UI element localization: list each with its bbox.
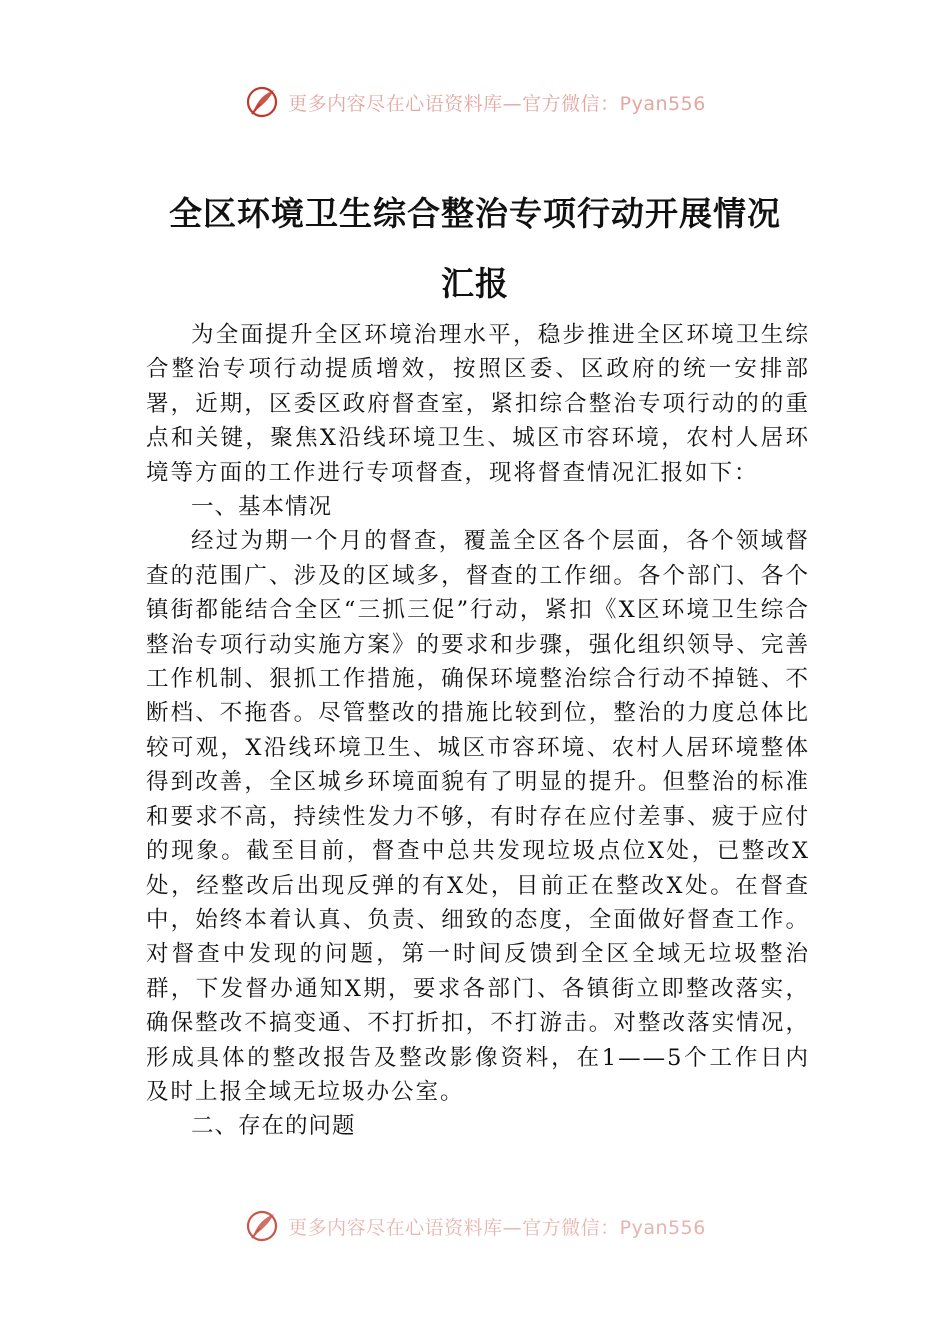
section-heading-basic-situation: 一、基本情况 (191, 494, 333, 521)
document-title-continuation: 汇报 (441, 264, 509, 303)
feather-logo-icon (244, 1208, 280, 1244)
intro-paragraph: 为全面提升全区环境治理水平，稳步推进全区环境卫生综合整治专项行动提质增效，按照区委、区政府的统一安排部署，近期，区委区政府督查室，紧扣综合整治专项行动的的重点和关键，聚焦X沿线环境卫生、城区市容环境，农村人居环境等方面的工作进行专项督查，现将督查情况汇报如下： (146, 322, 810, 486)
feather-logo-icon (244, 84, 280, 120)
watermark-text: 更多内容尽在心语资料库—官方微信：Pyan556 (288, 92, 706, 115)
document-title: 全区环境卫生综合整治专项行动开展情况 (169, 194, 781, 233)
section-heading-existing-problems: 二、存在的问题 (191, 1113, 356, 1140)
watermark-header (0, 84, 950, 120)
watermark-footer (0, 1208, 950, 1244)
watermark-text: 更多内容尽在心语资料库—官方微信：Pyan556 (288, 1216, 706, 1239)
basic-situation-paragraph: 经过为期一个月的督查，覆盖全区各个层面，各个领域督查的范围广、涉及的区域多，督查的工作细。各个部门、各个镇街都能结合全区“三抓三促”行动，紧扣《X区环境卫生综合整治专项行动实施方案》的要求和步骤，强化组织领导、完善工作机制、狠抓工作措施，确保环境整治综合行动不掉链、不断档、不拖沓。尽管整改的措施比较到位，整治的力度总体比较可观，X沿线环境卫生、城区市容环境、农村人居环境整体得到改善，全区城乡环境面貌有了明显的提升。但整治的标准和要求不高，持续性发力不够，有时存在应付差事、疲于应付的现象。截至目前，督查中总共发现垃圾点位X处，已整改X处，经整改后出现反弹的有X处，目前正在整改X处。在督查中，始终本着认真、负责、细致的态度，全面做好督查工作。对督查中发现的问题，第一时间反馈到全区全域无垃圾整治群，下发督办通知X期，要求各部门、各镇街立即整改落实，确保整改不搞变通、不打折扣，不打游击。对整改落实情况，形成具体的整改报告及整改影像资料，在1——5个工作日内及时上报全域无垃圾办公室。 (146, 528, 810, 1105)
document-body (146, 318, 810, 1144)
